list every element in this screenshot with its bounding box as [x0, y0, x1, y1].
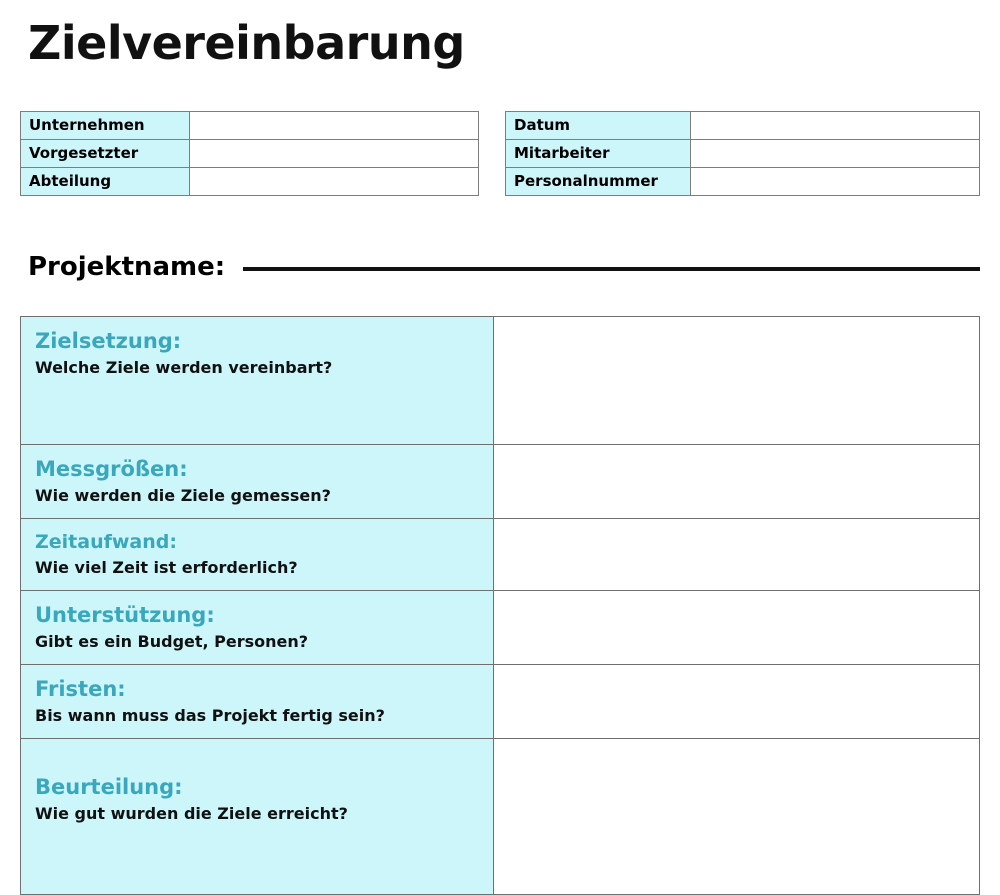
section-answer-beurteilung[interactable] [494, 738, 980, 894]
section-title: Messgrößen: [35, 456, 188, 481]
table-row [21, 518, 980, 590]
section-title: Fristen: [35, 676, 126, 701]
info-label-datum: Datum [506, 111, 691, 139]
section-answer-zielsetzung[interactable] [494, 316, 980, 444]
page-title: Zielvereinbarung [28, 16, 465, 70]
project-name-label: Projektname: [28, 251, 226, 282]
section-question: Bis wann muss das Projekt fertig sein? [35, 705, 385, 725]
info-value-personalnummer[interactable] [691, 167, 980, 195]
info-label-mitarbeiter: Mitarbeiter [506, 139, 691, 167]
sections-table-body [21, 316, 980, 894]
info-value-datum[interactable] [691, 111, 980, 139]
table-row [21, 167, 980, 195]
info-table-body [21, 111, 980, 195]
table-row [21, 738, 980, 894]
table-row [21, 316, 980, 444]
section-question: Gibt es ein Budget, Personen? [35, 631, 309, 651]
project-name-input[interactable] [243, 265, 980, 271]
section-question: Wie gut wurden die Ziele erreicht? [35, 804, 348, 824]
info-spacer [479, 111, 506, 139]
section-title: Zielsetzung: [35, 328, 182, 353]
section-prompt-beurteilung [21, 738, 494, 894]
info-label-abteilung: Abteilung [21, 167, 190, 195]
info-label-personalnummer: Personalnummer [506, 167, 691, 195]
section-answer-fristen[interactable] [494, 664, 980, 738]
section-question: Wie werden die Ziele gemessen? [35, 485, 331, 505]
section-title: Zeitaufwand: [35, 530, 177, 553]
section-prompt-unterstuetzung [21, 590, 494, 664]
table-row [21, 139, 980, 167]
info-value-mitarbeiter[interactable] [691, 139, 980, 167]
section-question: Wie viel Zeit ist erforderlich? [35, 557, 298, 577]
table-row [21, 444, 980, 518]
table-row [21, 111, 980, 139]
info-label-unternehmen: Unternehmen [21, 111, 190, 139]
section-title: Unterstützung: [35, 602, 215, 627]
section-title: Beurteilung: [35, 774, 183, 799]
info-value-vorgesetzter[interactable] [190, 139, 479, 167]
info-spacer [479, 139, 506, 167]
info-value-abteilung[interactable] [190, 167, 479, 195]
sections-table [20, 316, 980, 895]
section-prompt-messgroessen [21, 444, 494, 518]
section-prompt-zielsetzung [21, 316, 494, 444]
section-prompt-fristen [21, 664, 494, 738]
info-label-vorgesetzter: Vorgesetzter [21, 139, 190, 167]
project-name-row [20, 252, 980, 282]
document-page [0, 18, 1000, 890]
info-table [20, 111, 980, 196]
table-row [21, 664, 980, 738]
section-answer-unterstuetzung[interactable] [494, 590, 980, 664]
section-answer-zeitaufwand[interactable] [494, 518, 980, 590]
info-value-unternehmen[interactable] [190, 111, 479, 139]
section-question: Welche Ziele werden vereinbart? [35, 357, 333, 377]
section-prompt-zeitaufwand [21, 518, 494, 590]
section-answer-messgroessen[interactable] [494, 444, 980, 518]
info-spacer [479, 167, 506, 195]
table-row [21, 590, 980, 664]
